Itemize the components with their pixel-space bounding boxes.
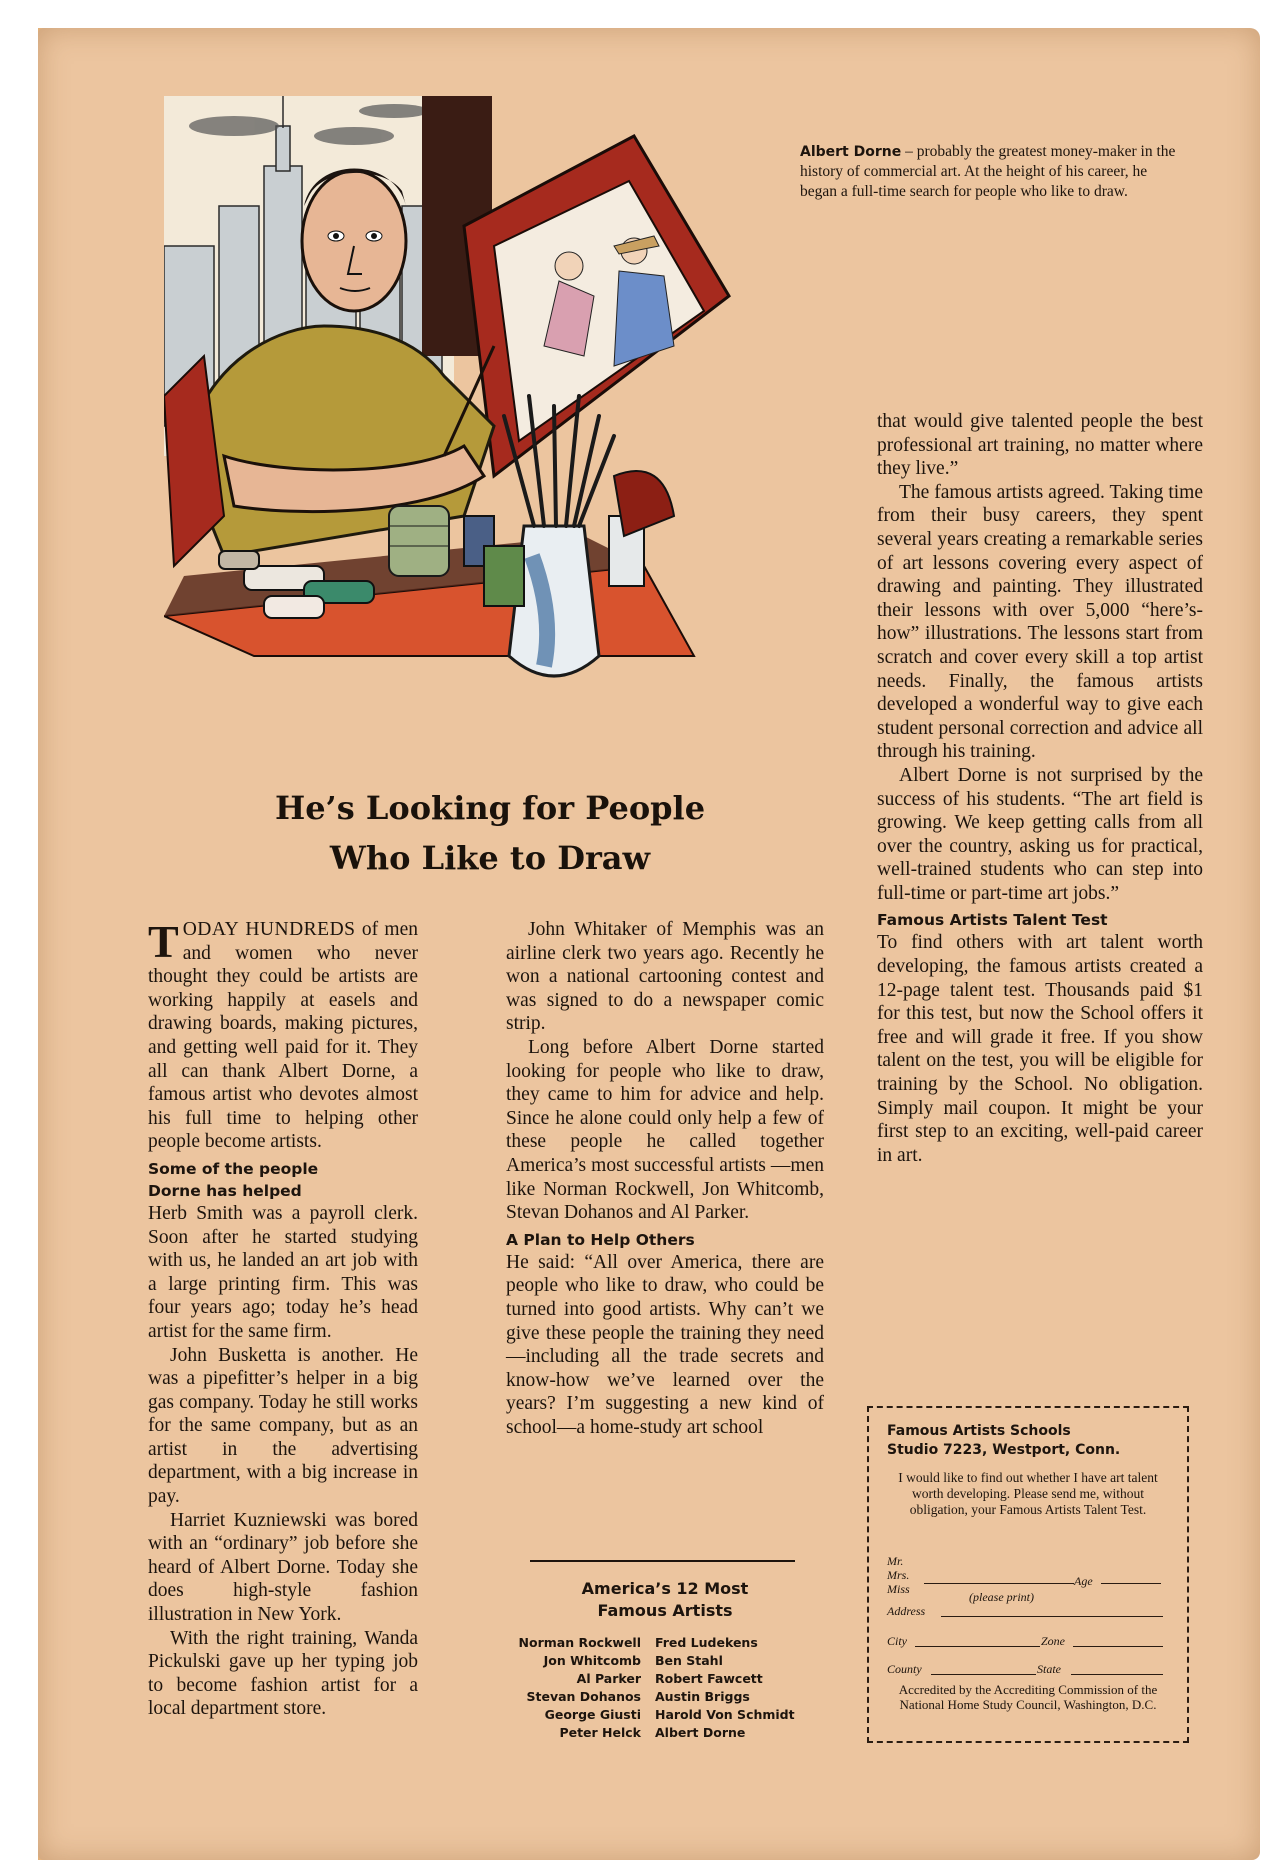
col3-para-3: Albert Dorne is not surprised by the success of his students. “The art field is growing. We keep getting calls from all over the country, asking us for practical, well-trained students who can step into full-time or part-time art jobs.”	[877, 764, 1203, 904]
paint-tin-stack-icon	[389, 506, 449, 576]
artist-name: Norman Rockwell	[518, 1635, 641, 1650]
city-field[interactable]	[915, 1646, 1040, 1647]
illustration-caption	[800, 142, 1180, 202]
col2-para-1: John Whitaker of Memphis was an airline clerk two years ago. Recently he won a national cartooning contest and was signed to do a newspaper comic strip.	[506, 919, 824, 1035]
column-1	[148, 918, 418, 1721]
caption-name: Albert Dorne	[800, 144, 902, 160]
col2-para-3: He said: “All over America, there are people who like to draw, who could be turned into good artists. Why can’t we give these people the training they need—including all the trade secrets and know-how we’ve learned over the years? I’m suggesting a new kind of school—a home-study art school	[506, 1251, 824, 1438]
column-2	[506, 918, 824, 1439]
col1-para-5: With the right training, Wanda Pickulski gave up her typing job to become fashion artist for a local department store.	[148, 1627, 418, 1720]
artist-name: Peter Helck	[559, 1725, 641, 1740]
subhead-dorne-helped: Some of the people Dorne has helped	[148, 1159, 319, 1200]
field-label-age: Age	[1074, 1574, 1093, 1588]
field-label-print: (please print)	[969, 1590, 1034, 1604]
artist-name: Albert Dorne	[655, 1725, 746, 1740]
col1-para-2: Herb Smith was a payroll clerk. Soon after he started studying with us, he landed an art job with a large printing firm. This was four years ago; today he’s head artist for the same firm.	[148, 1202, 418, 1342]
artist-name: Austin Briggs	[655, 1689, 750, 1704]
headline	[190, 783, 790, 883]
artist-name: Jon Whitcomb	[543, 1653, 641, 1668]
drop-cap: T	[148, 916, 179, 967]
name-field[interactable]	[924, 1583, 1074, 1584]
col3-para-1: that would give talented people the best professional art training, no matter where they live.”	[877, 411, 1203, 480]
subhead-talent-test: Famous Artists Talent Test	[877, 911, 1108, 930]
accreditation-note: Accredited by the Accrediting Commission of the National Home Study Council, Washington, D.C.	[898, 1682, 1158, 1712]
col3-para-4: To find others with art talent worth developing, the famous artists created a 12-page talent test. Thousands paid $1 for this test, but now the School offers it free and will grade it free. If you show talent on the test, you will be eligible for training by the School. No obligation. Simply mail coupon. It might be your first step to an exciting, well-paid career in art.	[877, 932, 1203, 1166]
col1-lead: ODAY HUNDREDS	[182, 919, 356, 940]
illustration-albert-dorne-painting	[164, 96, 834, 772]
col1-para-1: of men and women who never thought they could be artists are working happily at easels and drawing boards, making pictures, and getting well paid for it. They all can thank Albert Dorne, a famous artist who devotes almost his full time to helping other people become artists.	[148, 919, 418, 1153]
artist-name: Stevan Dohanos	[526, 1689, 641, 1704]
county-field[interactable]	[931, 1674, 1036, 1675]
artist-name: George Giusti	[544, 1707, 641, 1722]
field-label-city: City	[887, 1634, 907, 1648]
field-label-state: State	[1037, 1662, 1061, 1676]
artist-name: Fred Ludekens	[655, 1635, 758, 1650]
headline-line-2: Who Like to Draw	[329, 839, 651, 877]
artist-name: Robert Fawcett	[655, 1671, 763, 1686]
famous-artists-title: America’s 12 Most Famous Artists	[581, 1579, 749, 1620]
address-field[interactable]	[941, 1616, 1163, 1617]
artist-head	[302, 169, 406, 312]
col1-para-3: John Busketta is another. He was a pipefitter’s helper in a big gas company. Today he still works for the same company, but as an artist in the advertising department, with a big increase in pay.	[148, 1344, 418, 1508]
state-field[interactable]	[1071, 1674, 1163, 1675]
subhead-plan: A Plan to Help Others	[506, 1230, 695, 1249]
col1-para-4: Harriet Kuzniewski was bored with an “ordinary” job before she heard of Albert Dorne. Today she does high-style fashion illustration in New York.	[148, 1509, 418, 1626]
field-label-miss: Miss	[887, 1582, 910, 1596]
field-label-zone: Zone	[1041, 1634, 1065, 1648]
field-label-mrs: Mrs.	[887, 1568, 910, 1582]
col3-para-2: The famous artists agreed. Taking time from their busy careers, they spent several years creating a remarkable series of art lessons covering every aspect of drawing and painting. They illustrated their lessons with over 5,000 “here’s-how” illustrations. The lessons start from scratch and cover every skill a top artist needs. Finally, the famous artists developed a wonderful way to give each student personal correction and advice all through his training.	[877, 481, 1203, 763]
field-label-address: Address	[887, 1604, 926, 1618]
coupon-title: Famous Artists Schools Studio 7223, Westport, Conn.	[887, 1423, 1121, 1458]
col2-para-2: Long before Albert Dorne started looking for people who like to draw, they came to him for advice and help. Since he alone could only help a few of these people he called together America’s most successful artists —men like Norman Rockwell, Jon Whitcomb, Stevan Dohanos and Al Parker.	[506, 1036, 824, 1224]
artist-name: Harold Von Schmidt	[655, 1707, 795, 1722]
age-field[interactable]	[1101, 1583, 1161, 1584]
column-3	[877, 410, 1203, 1167]
field-label-county: County	[887, 1662, 922, 1676]
field-label-mr: Mr.	[887, 1554, 904, 1568]
headline-line-1: He’s Looking for People	[274, 789, 706, 827]
artist-name: Ben Stahl	[655, 1653, 723, 1668]
artist-name: Al Parker	[576, 1671, 641, 1686]
mail-in-coupon[interactable]	[867, 1406, 1189, 1743]
divider-rule	[530, 1560, 795, 1562]
caption-text: – probably the greatest money-maker in the history of commercial art. At the height of his career, he began a full-time search for people who like to draw.	[800, 143, 1176, 200]
coupon-blurb: I would like to find out whether I have art talent worth developing. Please send me, without obligation, your Famous Artists Talent Test.	[898, 1470, 1158, 1517]
zone-field[interactable]	[1073, 1646, 1163, 1647]
